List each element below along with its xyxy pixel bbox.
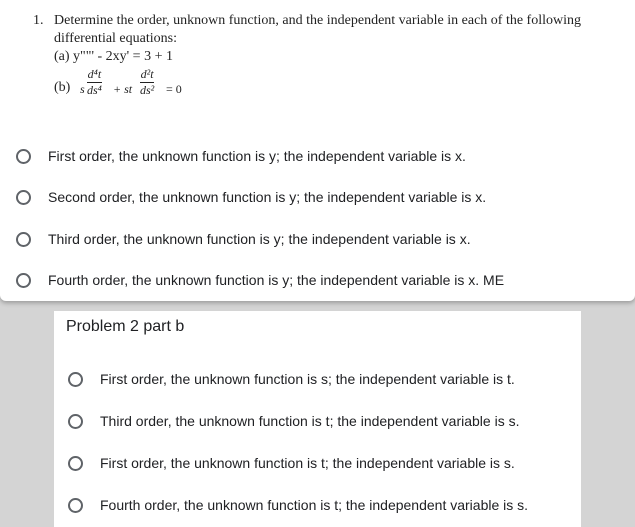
q2-option-1-label: First order, the unknown function is s; the independent variable is t. [100,371,515,387]
q2-option-2[interactable] [68,410,519,432]
q2-option-3[interactable] [68,452,515,474]
fraction-2-numerator: d²t [140,67,154,81]
q2-option-4[interactable] [68,494,528,516]
radio-button-icon[interactable] [68,372,83,387]
equation-part-b-s: s [80,82,85,96]
q1-option-2-label: Second order, the unknown function is y; the independent variable is x. [48,189,487,205]
equation-part-b-equals-zero: = 0 [166,82,182,96]
equation-part-b-plus-st: + st [113,82,133,96]
q1-option-1-label: First order, the unknown function is y; the independent variable is x. [48,148,466,164]
q1-option-4-label: Fourth order, the unknown function is y; the independent variable is x. ME [48,272,505,288]
radio-button-icon[interactable] [68,498,83,513]
radio-button-icon[interactable] [16,232,31,247]
q1-option-3[interactable] [16,228,471,250]
question-prompt-line-1: Determine the order, unknown function, and the independent variable in each of the following [54,13,581,28]
q1-option-4[interactable] [16,269,504,291]
question-2-title: Problem 2 part b [66,318,185,335]
radio-button-icon[interactable] [68,456,83,471]
radio-button-icon[interactable] [16,190,31,205]
fraction-1-denominator: ds⁴ [87,83,102,97]
question-number: 1. [33,13,44,28]
radio-button-icon[interactable] [16,149,31,164]
question-text [33,12,633,106]
equation-part-b [54,66,633,106]
question-card-2 [54,311,581,527]
radio-button-icon[interactable] [16,273,31,288]
equation-fraction-2 [140,68,154,97]
q1-option-2[interactable] [16,186,486,208]
q2-option-3-label: First order, the unknown function is t; the independent variable is s. [100,455,515,471]
equation-part-a: (a) y""' - 2xy' = 3 + 1 [54,49,173,64]
q2-option-1[interactable] [68,368,515,390]
radio-button-icon[interactable] [68,414,83,429]
question-prompt-line-2: differential equations: [54,31,177,46]
equation-part-b-label: (b) [54,80,71,95]
q1-option-3-label: Third order, the unknown function is y; the independent variable is x. [48,231,471,247]
fraction-2-denominator: ds² [140,83,155,97]
q2-option-4-label: Fourth order, the unknown function is t; the independent variable is s. [100,497,529,513]
q1-option-1[interactable] [16,145,466,167]
fraction-1-numerator: d⁴t [87,67,102,81]
equation-fraction-1 [87,68,102,97]
q2-option-2-label: Third order, the unknown function is t; the independent variable is s. [100,413,520,429]
